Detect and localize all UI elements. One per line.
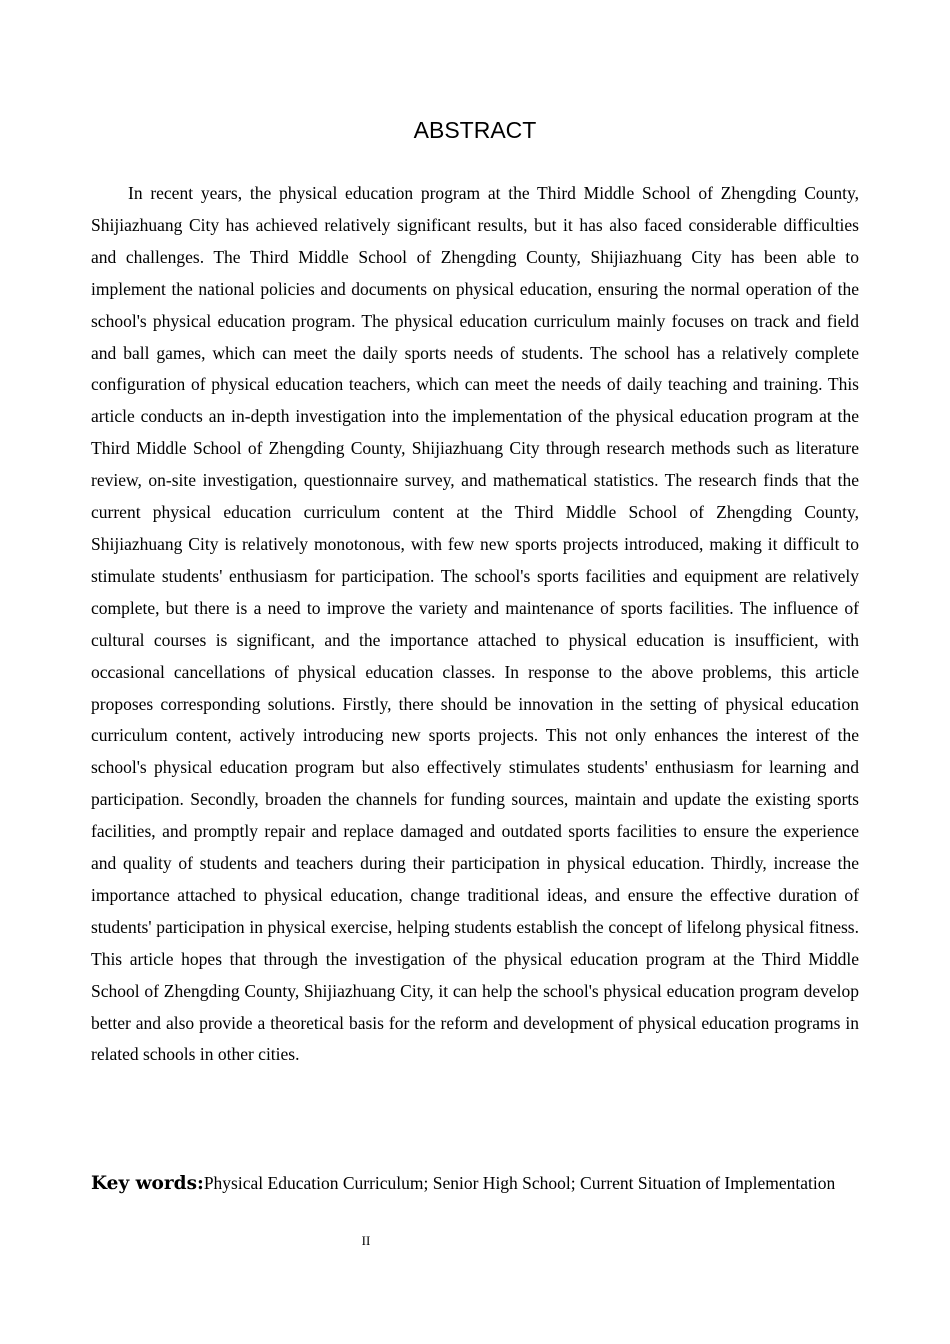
abstract-title: ABSTRACT bbox=[413, 117, 537, 143]
page-number: II bbox=[361, 1233, 371, 1248]
keywords-text: Physical Education Curriculum; Senior High School; Current Situation of Implementation bbox=[203, 1173, 836, 1193]
keywords-label: Key words: bbox=[91, 1173, 204, 1194]
keywords-paragraph bbox=[91, 1168, 859, 1199]
abstract-body: In recent years, the physical education program at the Third Middle School of Zhengding County, Shijiazhuang City has achieved relatively significant results, but it has also faced considerable difficulties and challenges. The Third Middle School of Zhengding County, Shijiazhuang City has been able to implement the national policies and documents on physical education, ensuring the normal operation of the school's physical education program. The physical education curriculum mainly focuses on track and field and ball games, which can meet the daily sports needs of students. The school has a relatively complete configuration of physical education teachers, which can meet the needs of daily teaching and training. This article conducts an in-depth investigation into the implementation of the physical education program at the Third Middle School of Zhengding County, Shijiazhuang City through research methods such as literature review, on-site investigation, questionnaire survey, and mathematical statistics. The research finds that the current physical education curriculum content at the Third Middle School of Zhengding County, Shijiazhuang City is relatively monotonous, with few new sports projects introduced, making it difficult to stimulate students' enthusiasm for participation. The school's sports facilities and equipment are relatively complete, but there is a need to improve the variety and maintenance of sports facilities. The influence of cultural courses is significant, and the importance attached to physical education is insufficient, with occasional cancellations of physical education classes. In response to the above problems, this article proposes corresponding solutions. Firstly, there should be innovation in the setting of physical education curriculum content, actively introducing new sports projects. This not only enhances the interest of the school's physical education program but also effectively stimulates students' enthusiasm for learning and participation. Secondly, broaden the channels for funding sources, maintain and update the existing sports facilities, and promptly repair and replace damaged and outdated sports facilities to ensure the experience and quality of students and teachers during their participation in physical education. Thirdly, increase the importance attached to physical education, change traditional ideas, and ensure the effective duration of students' participation in physical exercise, helping students establish the concept of lifelong physical fitness. This article hopes that through the investigation of the physical education program at the Third Middle School of Zhengding County, Shijiazhuang City, it can help the school's physical education program develop better and also provide a theoretical basis for the reform and development of physical education programs in related schools in other cities. bbox=[91, 183, 859, 1065]
